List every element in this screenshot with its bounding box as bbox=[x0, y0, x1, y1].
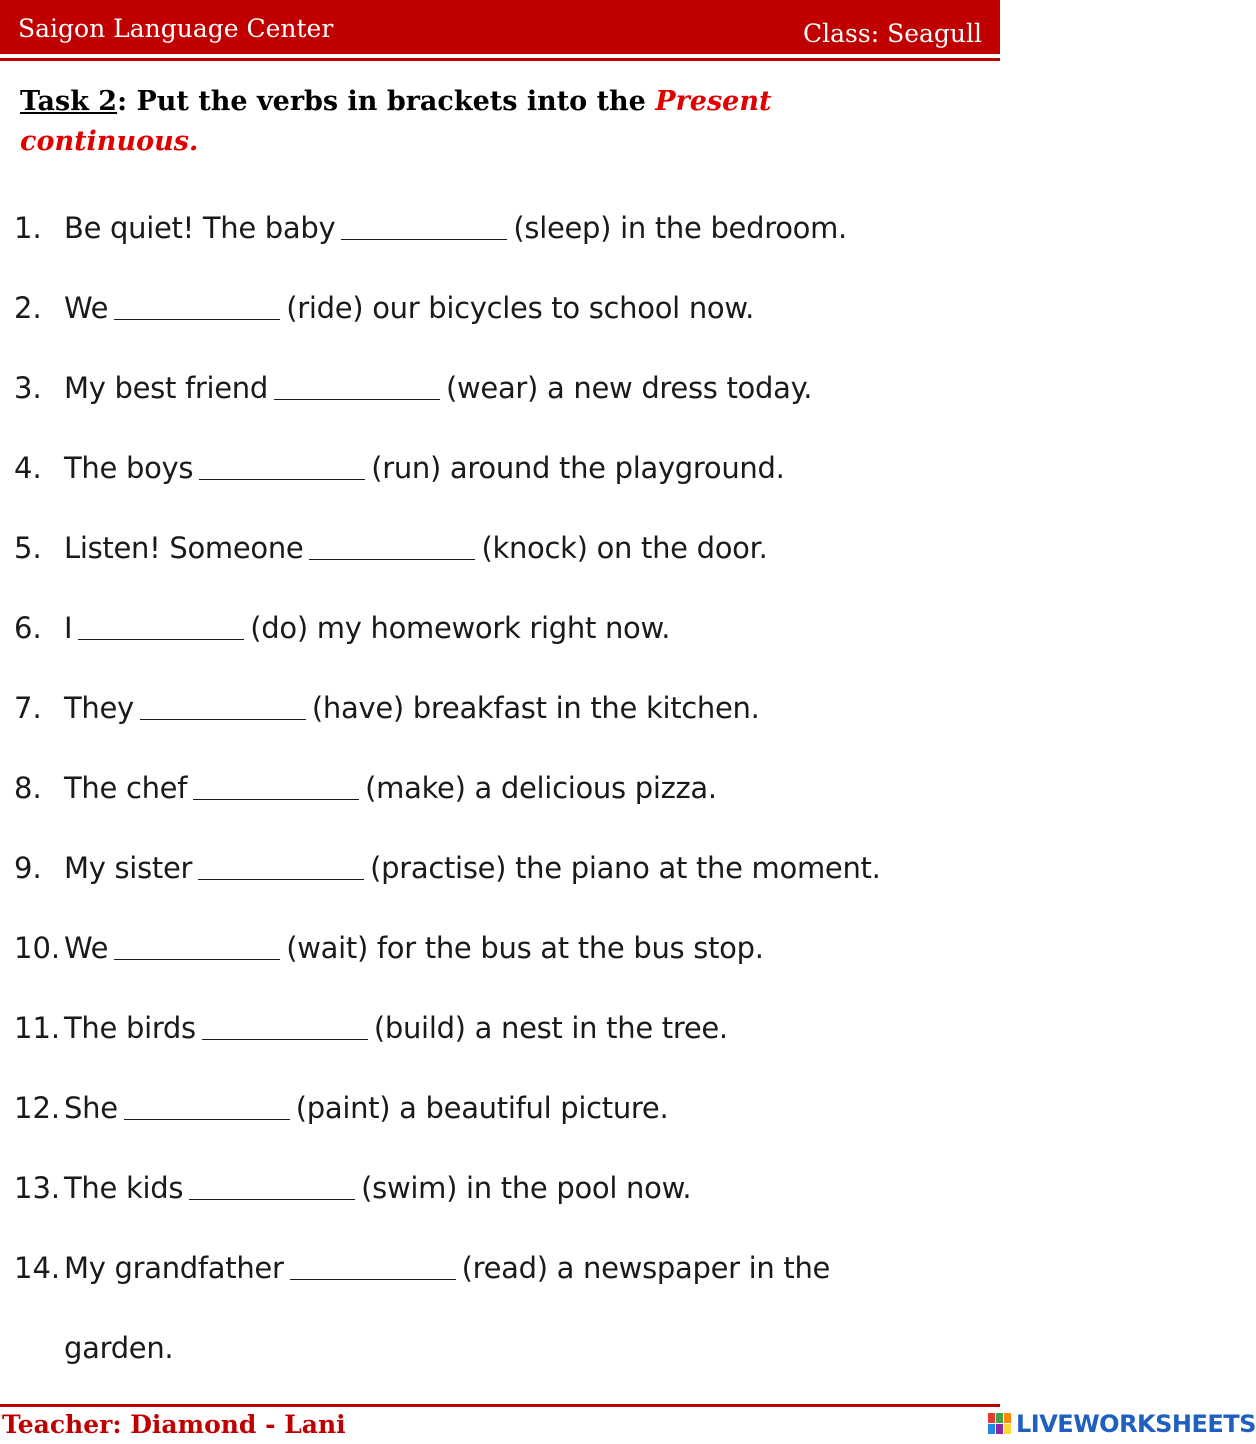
exercise-item bbox=[0, 284, 990, 332]
sentence-before-blank: My best friend bbox=[64, 371, 268, 405]
sentence-before-blank: The birds bbox=[64, 1011, 196, 1045]
answer-blank[interactable] bbox=[274, 369, 440, 400]
exercise-sentence bbox=[64, 1244, 830, 1292]
exercise-item bbox=[0, 844, 990, 892]
sentence-after-blank: (sleep) in the bedroom. bbox=[513, 211, 847, 245]
exercise-number: 10. bbox=[14, 931, 61, 965]
answer-blank[interactable] bbox=[198, 849, 364, 880]
exercise-number: 4. bbox=[14, 451, 42, 485]
exercise-sentence bbox=[64, 844, 881, 892]
exercise-item bbox=[0, 204, 990, 252]
sentence-after-blank: (build) a nest in the tree. bbox=[373, 1011, 728, 1045]
answer-blank[interactable] bbox=[309, 529, 475, 560]
sentence-before-blank: The boys bbox=[64, 451, 194, 485]
exercise-sentence bbox=[64, 924, 764, 972]
answer-blank[interactable] bbox=[124, 1089, 290, 1120]
liveworksheets-logo-icon bbox=[988, 1413, 1012, 1435]
exercise-item bbox=[0, 444, 990, 492]
answer-blank[interactable] bbox=[199, 449, 365, 480]
answer-blank[interactable] bbox=[202, 1009, 368, 1040]
exercise-item bbox=[0, 604, 990, 652]
exercise-sentence bbox=[64, 1004, 728, 1052]
exercise-item bbox=[0, 1164, 990, 1212]
exercise-number: 5. bbox=[14, 531, 42, 565]
exercise-sentence bbox=[64, 1084, 668, 1132]
sentence-before-blank: We bbox=[64, 291, 109, 325]
exercise-sentence bbox=[64, 444, 785, 492]
answer-blank[interactable] bbox=[114, 289, 280, 320]
answer-blank[interactable] bbox=[193, 769, 359, 800]
sentence-after-blank: (wait) for the bus at the bus stop. bbox=[286, 931, 764, 965]
sentence-before-blank: Listen! Someone bbox=[64, 531, 304, 565]
task-instruction: : Put the verbs in brackets into the bbox=[117, 86, 656, 117]
sentence-before-blank: I bbox=[64, 611, 73, 645]
answer-blank[interactable] bbox=[78, 609, 244, 640]
sentence-before-blank: She bbox=[64, 1091, 118, 1125]
tense-name-line2: continuous. bbox=[20, 126, 199, 157]
answer-blank[interactable] bbox=[140, 689, 306, 720]
sentence-after-blank: (swim) in the pool now. bbox=[361, 1171, 692, 1205]
exercise-number: 13. bbox=[14, 1171, 61, 1205]
exercise-item bbox=[0, 684, 990, 732]
sentence-before-blank: Be quiet! The baby bbox=[64, 211, 336, 245]
sentence-after-blank: (have) breakfast in the kitchen. bbox=[311, 691, 760, 725]
exercise-sentence bbox=[64, 1164, 691, 1212]
exercise-number: 11. bbox=[14, 1011, 61, 1045]
exercise-item bbox=[0, 364, 990, 412]
header-divider bbox=[0, 58, 1000, 61]
exercise-number: 3. bbox=[14, 371, 42, 405]
sentence-after-blank: (ride) our bicycles to school now. bbox=[286, 291, 755, 325]
answer-blank[interactable] bbox=[189, 1169, 355, 1200]
exercise-sentence bbox=[64, 284, 754, 332]
exercise-number: 12. bbox=[14, 1091, 61, 1125]
exercise-item bbox=[0, 764, 990, 812]
task-heading bbox=[20, 82, 980, 162]
sentence-after-blank: (paint) a beautiful picture. bbox=[295, 1091, 669, 1125]
sentence-continuation: garden. bbox=[64, 1331, 174, 1365]
sentence-before-blank: My sister bbox=[64, 851, 193, 885]
sentence-after-blank: (do) my homework right now. bbox=[250, 611, 671, 645]
sentence-after-blank: (wear) a new dress today. bbox=[445, 371, 813, 405]
sentence-after-blank: (practise) the piano at the moment. bbox=[370, 851, 881, 885]
exercise-sentence bbox=[64, 204, 847, 252]
sentence-before-blank: My grandfather bbox=[64, 1251, 284, 1285]
sentence-after-blank: (make) a delicious pizza. bbox=[365, 771, 717, 805]
exercise-number: 2. bbox=[14, 291, 42, 325]
exercise-item bbox=[0, 1084, 990, 1132]
exercise-number: 14. bbox=[14, 1251, 61, 1285]
exercise-number: 8. bbox=[14, 771, 42, 805]
brand-name: LIVEWORKSHEETS bbox=[1016, 1410, 1256, 1438]
class-label: Class: Seagull bbox=[803, 19, 982, 48]
sentence-before-blank: They bbox=[64, 691, 134, 725]
teacher-name: Teacher: Diamond - Lani bbox=[2, 1410, 346, 1439]
exercise-number: 9. bbox=[14, 851, 42, 885]
answer-blank[interactable] bbox=[114, 929, 280, 960]
school-name: Saigon Language Center bbox=[18, 14, 334, 43]
sentence-before-blank: The chef bbox=[64, 771, 188, 805]
exercise-item bbox=[0, 524, 990, 572]
tense-name-line1: Present bbox=[655, 86, 772, 117]
footer-divider bbox=[0, 1404, 1000, 1407]
exercise-number: 1. bbox=[14, 211, 42, 245]
sentence-before-blank: The kids bbox=[64, 1171, 184, 1205]
exercise-sentence bbox=[64, 684, 760, 732]
sentence-after-blank: (run) around the playground. bbox=[371, 451, 785, 485]
exercise-number: 6. bbox=[14, 611, 42, 645]
exercise-sentence bbox=[64, 524, 768, 572]
sentence-after-blank: (read) a newspaper in the bbox=[461, 1251, 831, 1285]
exercise-sentence bbox=[64, 764, 717, 812]
exercise-sentence bbox=[64, 364, 812, 412]
exercise-item bbox=[0, 1004, 990, 1052]
exercise-sentence bbox=[64, 604, 670, 652]
exercise-number: 7. bbox=[14, 691, 42, 725]
header-bar bbox=[0, 0, 1000, 54]
exercise-continuation bbox=[0, 1324, 990, 1372]
answer-blank[interactable] bbox=[341, 209, 507, 240]
sentence-after-blank: (knock) on the door. bbox=[481, 531, 768, 565]
task-label: Task 2 bbox=[20, 86, 118, 117]
exercise-item bbox=[0, 1244, 990, 1292]
sentence-before-blank: We bbox=[64, 931, 109, 965]
answer-blank[interactable] bbox=[290, 1249, 456, 1280]
exercise-item bbox=[0, 924, 990, 972]
